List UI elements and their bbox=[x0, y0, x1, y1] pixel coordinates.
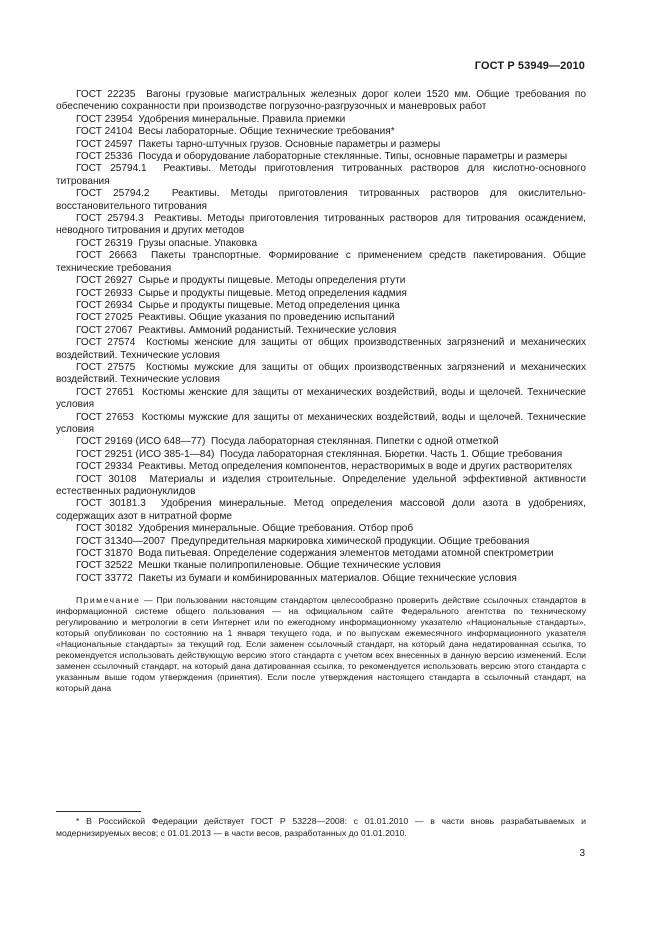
reference-title: Реактивы. Аммоний роданистый. Технические условия bbox=[138, 324, 397, 336]
reference-code: ГОСТ 22235 bbox=[76, 89, 136, 100]
reference-item bbox=[56, 337, 586, 362]
reference-item bbox=[56, 213, 586, 238]
reference-item bbox=[56, 362, 586, 387]
reference-item bbox=[56, 436, 586, 448]
page-number: 3 bbox=[579, 848, 585, 859]
reference-item bbox=[56, 548, 586, 560]
reference-title: Сырье и продукты пищевые. Методы определения ртути bbox=[138, 275, 406, 287]
reference-code: ГОСТ 26927 bbox=[76, 275, 133, 287]
reference-item bbox=[56, 250, 586, 275]
reference-title: Реактивы. Методы приготовления титрованных растворов для окислительно-восстановительного титрования bbox=[56, 188, 587, 212]
reference-item bbox=[56, 163, 586, 188]
note-label: Примечание bbox=[76, 595, 141, 606]
reference-title: Посуда лабораторная стеклянная. Пипетки с одной отметкой bbox=[211, 436, 499, 448]
reference-title: Мешки тканые полипропиленовые. Общие технические условия bbox=[138, 560, 441, 572]
reference-item bbox=[56, 300, 586, 312]
reference-item bbox=[56, 126, 586, 138]
reference-title: Удобрения минеральные. Правила приемки bbox=[138, 113, 346, 125]
references-list bbox=[56, 89, 586, 694]
reference-code: ГОСТ 31870 bbox=[76, 548, 133, 560]
reference-title: Сырье и продукты пищевые. Метод определения цинка bbox=[138, 299, 400, 311]
reference-code: ГОСТ 26319 bbox=[76, 237, 133, 249]
reference-item bbox=[56, 89, 586, 114]
document-header: ГОСТ Р 53949—2010 bbox=[474, 60, 585, 72]
note-paragraph bbox=[56, 595, 586, 694]
reference-title: Реактивы. Метод определения компонентов, нерастворимых в воде и других растворителях bbox=[138, 461, 573, 473]
reference-title: Вагоны грузовые магистральных железных дорог колеи 1520 мм. Общие требования по обеспечению сохранности при производстве погрузочно-разгрузочных и маневровых работ bbox=[56, 89, 586, 113]
reference-code: ГОСТ 27067 bbox=[76, 324, 133, 336]
reference-code: ГОСТ 29251 (ИСО 385-1—84) bbox=[76, 448, 215, 460]
note-text: — При пользовании настоящим стандартом целесообразно проверить действие ссылочных стандартов в информационной системе общего пользования — на официальном сайте Федерального агентства по техническому регулированию и метрологии в сети Интернет или по ежегодному информационному указателю «Национальные стандарты», который опубликован по состоянию на 1 января текущего года, и по выпускам ежемесячного информационного указателя «Национальные стандарты» за текущий год. Если заменен ссылочный стандарт, на который дана недатированная ссылка, то рекомендуется использовать действующую версию этого стандарта с учетом всех внесенных в данную версию изменений. Если заменен ссылочный стандарт, на который дана датированная ссылка, то рекомендуется использовать версию этого стандарта с указанным выше годом утверждения (принятия). Если после утверждения настоящего стандарта в ссылочный стандарт, на который дана bbox=[56, 595, 586, 694]
reference-code: ГОСТ 25794.3 bbox=[76, 213, 144, 225]
reference-title: Посуда лабораторная стеклянная. Бюретки. Часть 1. Общие требования bbox=[220, 448, 563, 460]
reference-item bbox=[56, 288, 586, 300]
reference-title: Костюмы мужские для защиты от общих производственных загрязнений и механических воздействий. Технические условия bbox=[56, 361, 586, 386]
reference-title: Пакеты тарно-штучных грузов. Основные параметры и размеры bbox=[138, 138, 441, 150]
reference-code: ГОСТ 30182 bbox=[76, 523, 133, 535]
reference-code: ГОСТ 24104 bbox=[76, 126, 133, 138]
reference-title: Костюмы мужские для защиты от механических воздействий, воды и щелочей. Технические условия bbox=[56, 411, 586, 435]
reference-title: Пакеты из бумаги и комбинированных материалов. Общие технические условия bbox=[138, 572, 517, 584]
footnote-separator bbox=[56, 811, 141, 812]
reference-code: ГОСТ 30181.3 bbox=[76, 498, 146, 510]
reference-item bbox=[56, 312, 586, 324]
reference-code: ГОСТ 32522 bbox=[76, 560, 133, 572]
reference-code: ГОСТ 26933 bbox=[76, 287, 133, 299]
reference-item bbox=[56, 275, 586, 287]
reference-title: Материалы и изделия строительные. Определение удельной эффективной активности естественных радионуклидов bbox=[56, 473, 587, 497]
reference-title: Посуда и оборудование лабораторные стеклянные. Типы, основные параметры и размеры bbox=[138, 151, 568, 163]
reference-item bbox=[56, 387, 586, 412]
reference-item bbox=[56, 474, 586, 499]
reference-title: Реактивы. Методы приготовления титрованных растворов для титрования осаждением, неводного титрования и других методов bbox=[56, 213, 586, 237]
reference-code: ГОСТ 31340—2007 bbox=[76, 535, 166, 547]
reference-title: Удобрения минеральные. Общие требования. Отбор проб bbox=[138, 523, 414, 535]
reference-item bbox=[56, 536, 586, 548]
reference-item bbox=[56, 151, 586, 163]
reference-item bbox=[56, 498, 586, 523]
reference-title: Вода питьевая. Определение содержания элементов методами атомной спектрометрии bbox=[138, 548, 554, 560]
reference-item bbox=[56, 114, 586, 126]
reference-item bbox=[56, 238, 586, 250]
reference-code: ГОСТ 27025 bbox=[76, 312, 133, 324]
reference-item bbox=[56, 139, 586, 151]
reference-title: Костюмы женские для защиты от общих производственных загрязнений и механических воздействий. Технические условия bbox=[56, 337, 587, 361]
reference-code: ГОСТ 26934 bbox=[76, 299, 133, 311]
reference-title: Сырье и продукты пищевые. Метод определения кадмия bbox=[138, 287, 407, 299]
reference-code: ГОСТ 29334 bbox=[76, 461, 133, 473]
reference-code: ГОСТ 27575 bbox=[76, 361, 136, 373]
reference-title: Грузы опасные. Упаковка bbox=[138, 237, 258, 249]
reference-item bbox=[56, 573, 586, 585]
reference-title: Реактивы. Методы приготовления титрованных растворов для кислотно-основного титрования bbox=[56, 163, 586, 187]
reference-code: ГОСТ 26663 bbox=[76, 250, 137, 262]
footnote: * В Российской Федерации действует ГОСТ Р 53228—2008: с 01.01.2010 — в части вновь разрабатываемых и модернизируемых весов; с 01.01.2013 — в части весов, разработанных до 01.01.2010. bbox=[56, 816, 586, 838]
reference-item bbox=[56, 461, 586, 473]
reference-item bbox=[56, 449, 586, 461]
reference-code: ГОСТ 30108 bbox=[76, 473, 137, 485]
reference-title: Предупредительная маркировка химической продукции. Общие требования bbox=[170, 535, 530, 547]
reference-item bbox=[56, 188, 586, 213]
reference-code: ГОСТ 27651 bbox=[76, 386, 134, 398]
reference-code: ГОСТ 25336 bbox=[76, 151, 133, 163]
reference-code: ГОСТ 24597 bbox=[76, 138, 133, 150]
reference-title: Реактивы. Общие указания по проведению испытаний bbox=[138, 312, 395, 324]
reference-code: ГОСТ 27574 bbox=[76, 337, 136, 349]
reference-item bbox=[56, 523, 586, 535]
reference-code: ГОСТ 29169 (ИСО 648—77) bbox=[76, 436, 206, 448]
reference-item bbox=[56, 560, 586, 572]
reference-title: Удобрения минеральные. Метод определения массовой доли азота в удобрениях, содержащих азот в нитратной форме bbox=[56, 498, 586, 522]
reference-title: Весы лабораторные. Общие технические требования* bbox=[138, 126, 395, 138]
reference-title: Костюмы женские для защиты от механических воздействий, воды и щелочей. Технические условия bbox=[56, 386, 586, 411]
reference-code: ГОСТ 27653 bbox=[76, 411, 134, 423]
reference-code: ГОСТ 25794.2 bbox=[76, 188, 150, 200]
reference-code: ГОСТ 25794.1 bbox=[76, 163, 147, 175]
reference-code: ГОСТ 33772 bbox=[76, 572, 133, 584]
reference-code: ГОСТ 23954 bbox=[76, 113, 133, 125]
reference-title: Пакеты транспортные. Формирование с применением средств пакетирования. Общие технические требования bbox=[56, 250, 586, 274]
reference-item bbox=[56, 412, 586, 437]
reference-item bbox=[56, 325, 586, 337]
